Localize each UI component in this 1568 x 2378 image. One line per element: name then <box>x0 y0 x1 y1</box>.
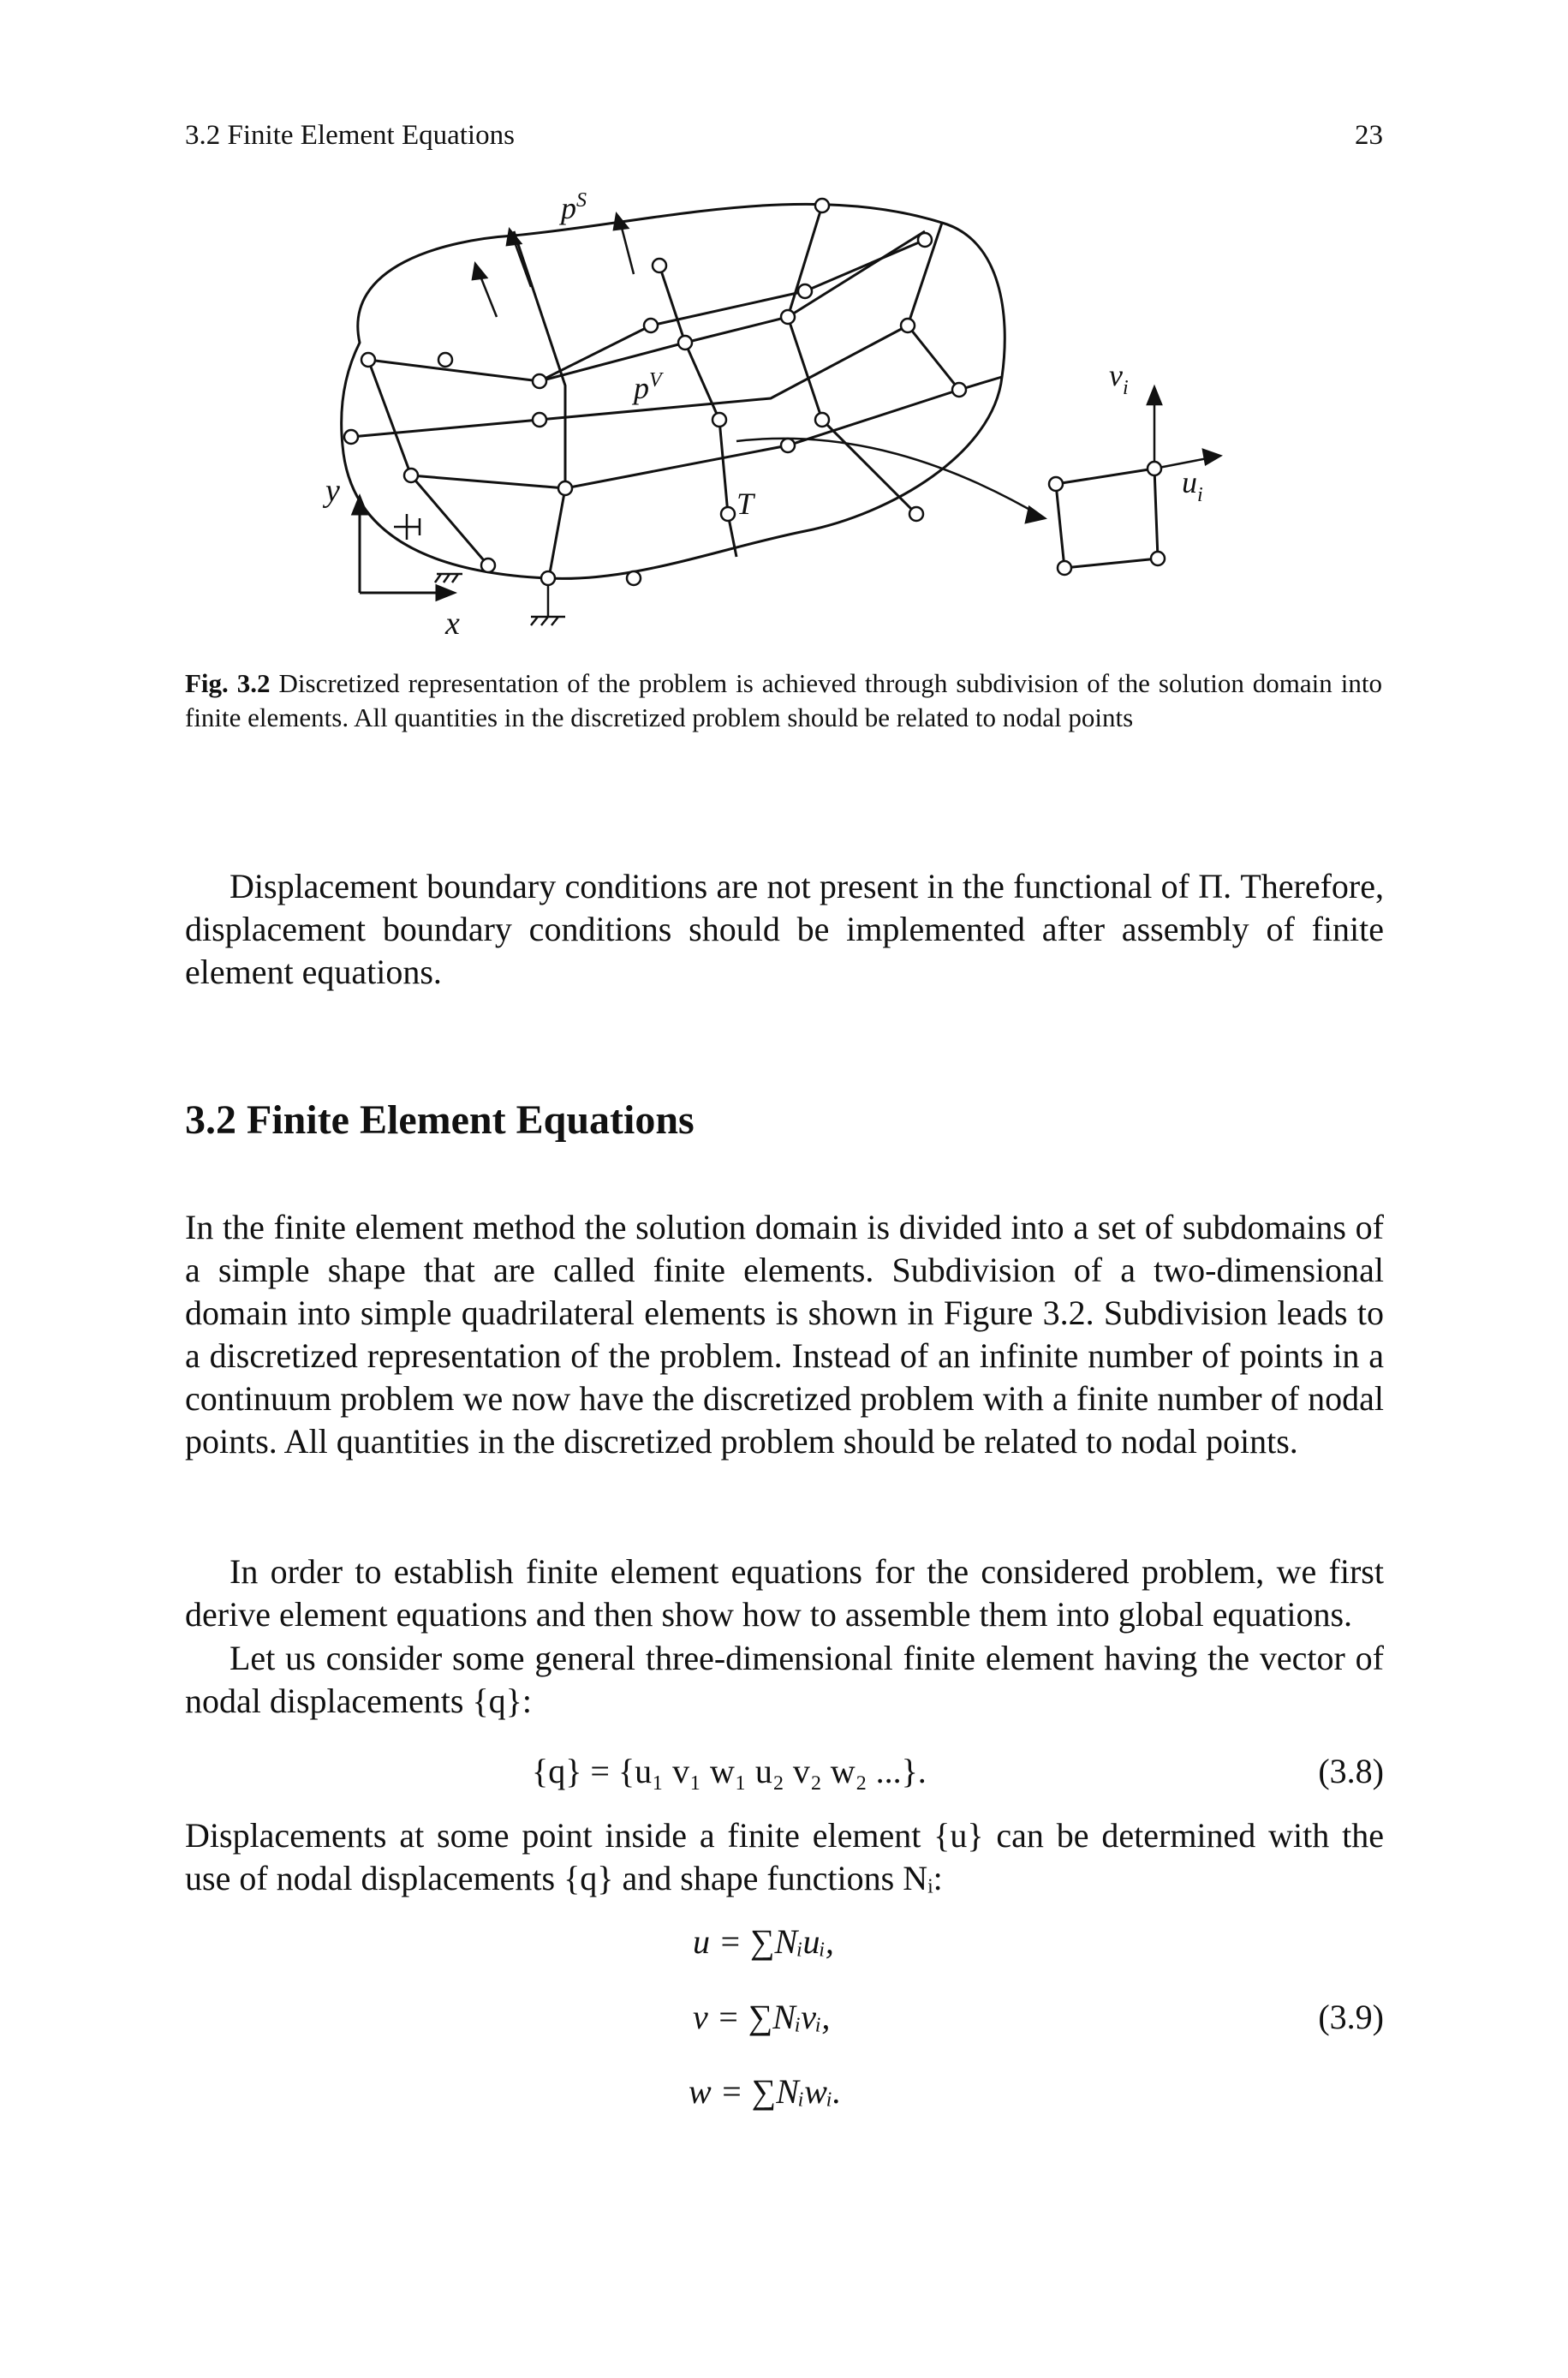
node <box>1049 477 1063 491</box>
section-title: 3.2 Finite Element Equations <box>185 1097 695 1143</box>
node <box>901 319 915 332</box>
node <box>481 559 495 572</box>
label-vi: $v_i$ <box>1109 358 1129 399</box>
label-y: y <box>325 473 340 509</box>
paragraph-2: In the finite element method the solution domain is divided into a set of subdomains of a simple shape that are called finite elements. Subdivision of a two-dimensional domain into simple quadrilateral elements is shown in Figure 3.2. Subdivision leads to a discretized representation of the problem. Instead of an infinite number of points in a continuum problem we now have the discretized problem with a finite number of nodal points. All quantities in the discretized problem should be related to nodal points. <box>185 1208 1384 1461</box>
node <box>952 383 966 397</box>
equation-3-8-number: (3.8) <box>1318 1752 1384 1790</box>
node <box>361 353 375 367</box>
node <box>798 284 812 298</box>
node <box>438 353 452 367</box>
node <box>909 507 923 521</box>
label-T: T <box>736 487 754 521</box>
paragraph-4: Let us consider some general three-dimensional finite element having the vector of nodal displacements {q}: <box>185 1639 1384 1720</box>
node <box>653 259 666 272</box>
node <box>678 336 692 350</box>
node <box>1151 552 1165 565</box>
label-ui: $u_i$ <box>1182 465 1203 506</box>
node <box>533 413 546 427</box>
label-pv: $p^V$ <box>634 369 662 405</box>
node <box>781 439 795 452</box>
node <box>721 507 735 521</box>
paragraph-1: Displacement boundary conditions are not present in the functional of Π. Therefore, displacement boundary conditions should be implemented after assembly of finite element equations. <box>185 867 1384 991</box>
caption-label: Fig. 3.2 <box>185 668 271 698</box>
node <box>815 199 829 212</box>
node <box>627 571 641 585</box>
detail-element <box>1056 469 1158 568</box>
paragraph-5: Displacements at some point inside a finite element {u} can be determined with the use of nodal displacements {q} and shape functions Nᵢ: <box>185 1816 1384 1897</box>
node <box>1058 561 1071 575</box>
domain-boundary <box>342 204 1005 578</box>
label-x: x <box>445 606 460 642</box>
equation-3-9-number: (3.9) <box>1318 1998 1384 2036</box>
node <box>815 413 829 427</box>
node <box>541 571 555 585</box>
equation-3-9-v-body: v = ∑Nᵢvᵢ, <box>693 1998 831 2036</box>
equation-3-8-body: {q} = {u₁ v₁ w₁ u₂ v₂ w₂ ...}. <box>532 1752 927 1790</box>
node <box>344 430 358 444</box>
node <box>558 481 572 495</box>
node <box>918 233 932 247</box>
figure-3-2 <box>291 188 1439 668</box>
paragraph-3: In order to establish finite element equations for the considered problem, we first derive element equations and then show how to assemble them into global equations. <box>185 1552 1384 1634</box>
figure-caption <box>185 666 1382 735</box>
label-ps: $p^S$ <box>561 189 587 225</box>
node <box>404 469 418 482</box>
node <box>644 319 658 332</box>
node <box>712 413 726 427</box>
node <box>533 374 546 388</box>
caption-text: Discretized representation of the problem is achieved through subdivision of the solution domain into finite elements. All quantities in the discretized problem should be related to nodal points <box>185 668 1382 732</box>
equation-3-9-w-body: w = ∑Nᵢwᵢ. <box>689 2072 842 2111</box>
equation-3-9-u-body: u = ∑Nᵢuᵢ, <box>693 1922 834 1961</box>
page-number: 23 <box>1355 120 1383 151</box>
node <box>1148 462 1161 475</box>
running-title: 3.2 Finite Element Equations <box>185 120 515 151</box>
node <box>781 310 795 324</box>
